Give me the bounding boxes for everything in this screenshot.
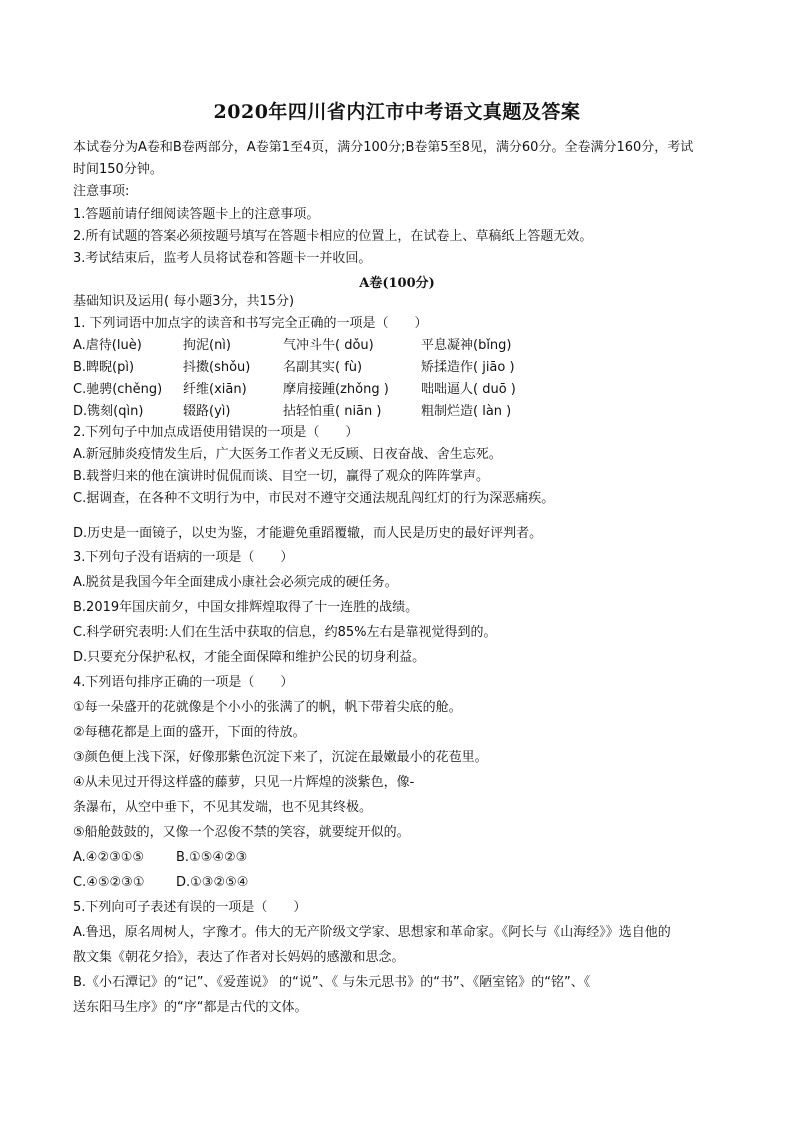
q2-option-d: D.历史是一面镜子，以史为鉴，才能避免重蹈覆辙，而人民是历史的最好评判者。	[73, 526, 543, 541]
intro-line-2: 时间150分钟。	[73, 162, 163, 177]
q1-option-d-item-2: 辍路(yì)	[183, 404, 231, 419]
q4-stem: 4.下列语句排序正确的一项是（ ）	[73, 675, 294, 690]
q4-sentence-5: ⑤船舱鼓鼓的，又像一个忍俊不禁的笑容，就要绽开似的。	[73, 825, 410, 840]
q1-option-b-item-2: 抖擞(shǒu)	[183, 360, 251, 375]
q4-option-c: C.④⑤②③①	[73, 875, 145, 890]
q1-option-d-item-3: 拈轻怕重( niān )	[283, 404, 382, 419]
q4-option-d: D.①③②⑤④	[176, 875, 249, 890]
note-2: 2.所有试题的答案必须按题号填写在答题卡相应的位置上，在试卷上、草稿纸上答题无效。	[73, 229, 593, 244]
q2-stem: 2.下列句子中加点成语使用错误的一项是（ ）	[73, 425, 359, 440]
note-1: 1.答题前请仔细阅读答题卡上的注意事项。	[73, 207, 320, 222]
q1-option-b-item-4: 矫揉造作( jiāo )	[421, 360, 515, 375]
q1-stem: 1. 下列词语中加点字的读音和书写完全正确的一项是（ ）	[73, 316, 428, 331]
q3-option-b: B.2019年国庆前夕，中国女排辉煌取得了十一连胜的战绩。	[73, 600, 419, 615]
note-3: 3.考试结束后，监考人员将试卷和答题卡一并收回。	[73, 251, 372, 266]
q3-option-d: D.只要充分保护私权，才能全面保障和维护公民的切身利益。	[73, 650, 426, 665]
q4-option-a: A.④②③①⑤	[73, 850, 145, 865]
q1-option-d-item-4: 粗制烂造( làn )	[421, 404, 512, 419]
q4-option-b: B.①⑤④②③	[176, 850, 248, 865]
q1-option-c-item-4: 咄咄逼人( duō )	[421, 382, 516, 397]
q1-option-d-item-1: D.镌刻(qìn)	[73, 404, 144, 419]
q3-stem: 3.下列句子没有语病的一项是（ ）	[73, 550, 294, 565]
q5-option-a-line-2: 散文集《朝花夕拾》，表达了作者对长妈妈的感激和思念。	[73, 950, 405, 965]
q1-option-c-item-3: 摩肩接踵(zhǒng )	[283, 382, 389, 397]
q1-option-c-item-1: C.驰骋(chěng)	[73, 382, 163, 397]
q4-sentence-1: ①每一朵盛开的花就像是个小小的张满了的帆，帆下带着尖底的舱。	[73, 700, 462, 715]
q3-option-c: C.科学研究表明:人们在生活中获取的信息，约85%左右是靠视觉得到的。	[73, 625, 497, 640]
page-title: 2020年四川省内江市中考语文真题及答案	[213, 101, 581, 123]
q5-option-b-line-2: 送东阳马生序》的“序“都是古代的文体。	[73, 1000, 308, 1015]
q4-sentence-2: ②每穗花都是上面的盛开，下面的待放。	[73, 725, 306, 740]
q4-sentence-4a: ④从未见过开得这样盛的藤萝，只见一片辉煌的淡紫色，像-	[73, 775, 415, 790]
q1-option-b-item-3: 名副其实( fù)	[283, 360, 363, 375]
q5-stem: 5.下列向可子表述有误的一项是（ ）	[73, 900, 307, 915]
q2-option-b: B.载誉归来的他在演讲时侃侃而谈、目空一切，赢得了观众的阵阵掌声。	[73, 469, 490, 484]
q5-option-a-line-1: A.鲁迅，原名周树人，字豫才。伟大的无产阶级文学家、思想家和革命家。《阿长与《山海经》》选自他的	[73, 925, 671, 940]
section-a-heading: A卷(100分)	[359, 276, 435, 291]
q2-option-a: A.新冠肺炎疫情发生后，广大医务工作者义无反顾、日夜奋战、舍生忘死。	[73, 447, 502, 462]
q3-option-a: A.脱贫是我国今年全面建成小康社会必须完成的硬任务。	[73, 575, 398, 590]
intro-line-1: 本试卷分为A卷和B卷两部分，A卷第1至4页，满分100分;B卷第5至8见，满分60分。全卷满分160分，考试	[73, 140, 694, 155]
q1-option-a-item-4: 平息凝神(bǐng)	[421, 338, 512, 353]
notes-title: 注意事项:	[73, 184, 130, 199]
q1-option-a-item-1: A.虐待(luè)	[73, 338, 142, 353]
q4-sentence-3: ③颜色便上浅下深，好像那紫色沉淀下来了，沉淀在最嫩最小的花苞里。	[73, 750, 488, 765]
q5-option-b-line-1: B.《小石潭记》的“记”、《爱莲说》 的“说”、《 与朱元思书》的“书”、《陋室铭》的“铭”、《	[73, 975, 591, 990]
q1-option-c-item-2: 纤维(xiān)	[183, 382, 247, 397]
q1-option-a-item-3: 气冲斗牛( dǒu)	[283, 338, 374, 353]
q4-sentence-4b: 条瀑布，从空中垂下，不见其发端，也不见其终极。	[73, 800, 373, 815]
q1-option-a-item-2: 拘泥(nì)	[183, 338, 231, 353]
part-1-heading: 基础知识及运用( 每小题3分，共15分)	[73, 294, 295, 309]
q1-option-b-item-1: B.睥睨(pì)	[73, 360, 135, 375]
q2-option-c: C.据调查，在各种不文明行为中，市民对不遵守交通法规乱闯红灯的行为深恶痛疾。	[73, 491, 555, 506]
